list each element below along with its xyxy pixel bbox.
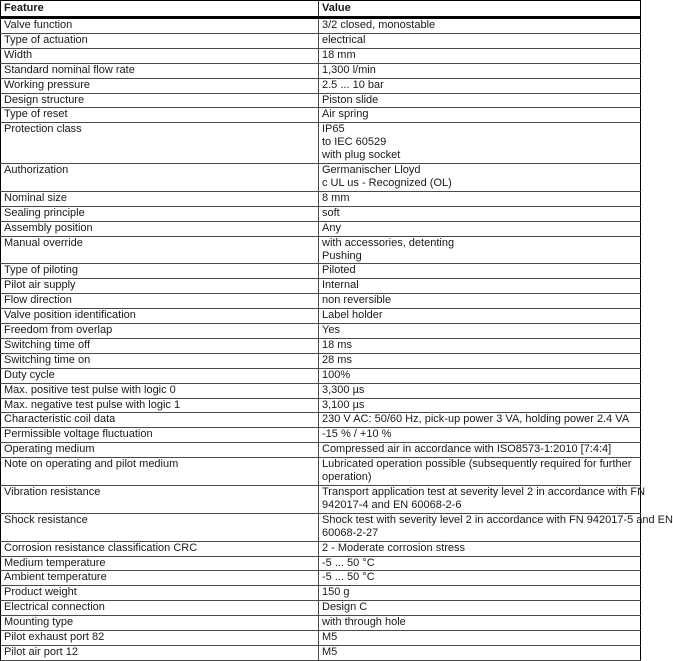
- value-line: 1,300 l/min: [322, 63, 376, 76]
- value-line: c UL us - Recognized (OL): [322, 176, 452, 189]
- table-row: [1, 324, 641, 339]
- value-line: with accessories, detenting: [322, 236, 455, 249]
- table-row: [1, 645, 641, 660]
- feature-cell: Electrical connection: [1, 601, 319, 616]
- value-cell: [319, 63, 641, 78]
- value-line: M5: [322, 631, 338, 644]
- value-line: 8 mm: [322, 191, 350, 204]
- feature-cell: Max. negative test pulse with logic 1: [1, 398, 319, 413]
- feature-cell: Assembly position: [1, 221, 319, 236]
- value-cell: [319, 164, 641, 192]
- table-row: [1, 398, 641, 413]
- table-row: [1, 586, 641, 601]
- value-line: 60068-2-27: [322, 526, 379, 539]
- table-row: [1, 571, 641, 586]
- feature-cell: Note on operating and pilot medium: [1, 458, 319, 486]
- value-cell: [319, 191, 641, 206]
- value-cell: [319, 398, 641, 413]
- value-line: Lubricated operation possible (subsequently required for further: [322, 458, 632, 471]
- spec-table-body: [1, 18, 673, 661]
- value-line: 100%: [322, 368, 351, 381]
- table-row: [1, 164, 641, 192]
- feature-cell: Valve function: [1, 18, 319, 34]
- value-line: 18 ms: [322, 338, 352, 351]
- value-line: 2.5 ... 10 bar: [322, 78, 384, 91]
- value-line: 2 - Moderate corrosion stress: [322, 541, 466, 554]
- value-line: M5: [322, 645, 338, 658]
- value-line: Any: [322, 221, 341, 234]
- value-cell: [319, 413, 641, 428]
- value-line: Internal: [322, 279, 359, 292]
- value-line: 3/2 closed, monostable: [322, 19, 436, 31]
- table-row: [1, 601, 641, 616]
- value-line: Piston slide: [322, 93, 379, 106]
- feature-cell: Type of actuation: [1, 33, 319, 48]
- table-row: [1, 294, 641, 309]
- value-cell: [319, 206, 641, 221]
- value-line: with plug socket: [322, 149, 401, 162]
- table-row: [1, 191, 641, 206]
- table-row: [1, 556, 641, 571]
- value-cell: [319, 486, 646, 514]
- value-cell: [319, 264, 641, 279]
- value-line: 28 ms: [322, 353, 352, 366]
- feature-cell: Nominal size: [1, 191, 319, 206]
- value-line: Shock test with severity level 2 in accordance with FN 942017-5 and EN: [322, 513, 673, 526]
- feature-cell: Sealing principle: [1, 206, 319, 221]
- table-row: [1, 443, 641, 458]
- feature-cell: Type of piloting: [1, 264, 319, 279]
- table-row: [1, 236, 641, 264]
- feature-cell: Authorization: [1, 164, 319, 192]
- feature-cell: Corrosion resistance classification CRC: [1, 541, 319, 556]
- feature-cell: Flow direction: [1, 294, 319, 309]
- feature-cell: Design structure: [1, 93, 319, 108]
- value-line: non reversible: [322, 294, 392, 307]
- table-row: [1, 33, 641, 48]
- value-cell: [319, 108, 641, 123]
- feature-cell: Characteristic coil data: [1, 413, 319, 428]
- value-cell: [319, 368, 641, 383]
- feature-cell: Standard nominal flow rate: [1, 63, 319, 78]
- value-line: Design C: [322, 601, 368, 614]
- feature-cell: Switching time on: [1, 353, 319, 368]
- feature-cell: Vibration resistance: [1, 486, 319, 514]
- spec-table-header: [1, 1, 641, 18]
- table-row: [1, 513, 641, 541]
- table-row: [1, 206, 641, 221]
- value-line: 230 V AC: 50/60 Hz, pick-up power 3 VA, holding power 2.4 VA: [322, 413, 630, 426]
- feature-cell: Manual override: [1, 236, 319, 264]
- header-row: [1, 1, 641, 18]
- table-row: [1, 279, 641, 294]
- value-line: with through hole: [322, 616, 406, 629]
- table-row: [1, 428, 641, 443]
- value-line: electrical: [322, 33, 366, 46]
- feature-cell: Permissible voltage fluctuation: [1, 428, 319, 443]
- value-line: 942017-4 and EN 60068-2-6: [322, 498, 462, 511]
- value-cell: [319, 123, 641, 164]
- table-row: [1, 368, 641, 383]
- feature-cell: Type of reset: [1, 108, 319, 123]
- value-line: Air spring: [322, 108, 369, 121]
- feature-cell: Pilot exhaust port 82: [1, 631, 319, 646]
- table-row: [1, 458, 641, 486]
- feature-cell: Working pressure: [1, 78, 319, 93]
- value-cell: [319, 48, 641, 63]
- table-row: [1, 221, 641, 236]
- value-cell: [319, 353, 641, 368]
- value-line: Yes: [322, 324, 340, 337]
- value-line: IP65: [322, 123, 345, 136]
- table-row: [1, 616, 641, 631]
- value-line: Transport application test at severity level 2 in accordance with FN: [322, 486, 646, 498]
- value-cell: [319, 443, 641, 458]
- value-cell: [319, 616, 641, 631]
- column-header-value: Value: [319, 1, 641, 18]
- feature-cell: Pilot air supply: [1, 279, 319, 294]
- value-cell: [319, 645, 641, 660]
- value-line: Label holder: [322, 309, 383, 322]
- value-cell: [319, 33, 641, 48]
- table-row: [1, 63, 641, 78]
- feature-cell: Operating medium: [1, 443, 319, 458]
- value-line: -15 % / +10 %: [322, 428, 392, 441]
- value-cell: [319, 18, 641, 34]
- value-cell: [319, 383, 641, 398]
- value-cell: [319, 631, 641, 646]
- table-row: [1, 631, 641, 646]
- value-cell: [319, 279, 641, 294]
- value-cell: [319, 541, 641, 556]
- value-cell: [319, 324, 641, 339]
- value-line: operation): [322, 471, 372, 484]
- value-cell: [319, 556, 641, 571]
- value-cell: [319, 78, 641, 93]
- table-row: [1, 541, 641, 556]
- value-line: to IEC 60529: [322, 136, 387, 149]
- feature-cell: Switching time off: [1, 338, 319, 353]
- feature-cell: Duty cycle: [1, 368, 319, 383]
- table-row: [1, 353, 641, 368]
- value-cell: [319, 309, 641, 324]
- value-cell: [319, 601, 641, 616]
- table-row: [1, 486, 641, 514]
- feature-cell: Pilot air port 12: [1, 645, 319, 660]
- table-row: [1, 309, 641, 324]
- value-line: -5 ... 50 °C: [322, 571, 375, 584]
- value-cell: [319, 338, 641, 353]
- table-row: [1, 78, 641, 93]
- table-row: [1, 338, 641, 353]
- feature-cell: Shock resistance: [1, 513, 319, 541]
- feature-cell: Ambient temperature: [1, 571, 319, 586]
- value-cell: [319, 236, 641, 264]
- value-cell: [319, 571, 641, 586]
- value-cell: [319, 513, 673, 541]
- value-line: Piloted: [322, 264, 356, 277]
- value-line: soft: [322, 206, 340, 219]
- feature-cell: Max. positive test pulse with logic 0: [1, 383, 319, 398]
- table-row: [1, 48, 641, 63]
- feature-cell: Medium temperature: [1, 556, 319, 571]
- value-line: Compressed air in accordance with ISO8573-1:2010 [7:4:4]: [322, 443, 612, 456]
- value-line: 3,300 µs: [322, 383, 365, 396]
- table-row: [1, 383, 641, 398]
- table-row: [1, 413, 641, 428]
- table-row: [1, 93, 641, 108]
- value-line: 18 mm: [322, 48, 356, 61]
- value-cell: [319, 294, 641, 309]
- feature-cell: Protection class: [1, 123, 319, 164]
- feature-cell: Width: [1, 48, 319, 63]
- value-cell: [319, 458, 641, 486]
- value-cell: [319, 221, 641, 236]
- feature-cell: Mounting type: [1, 616, 319, 631]
- value-line: 150 g: [322, 586, 350, 599]
- value-line: 3,100 µs: [322, 398, 365, 411]
- value-cell: [319, 586, 641, 601]
- value-line: Pushing: [322, 249, 362, 262]
- value-cell: [319, 428, 641, 443]
- value-cell: [319, 93, 641, 108]
- value-line: Germanischer Lloyd: [322, 164, 421, 177]
- table-row: [1, 108, 641, 123]
- feature-cell: Freedom from overlap: [1, 324, 319, 339]
- feature-cell: Product weight: [1, 586, 319, 601]
- table-row: [1, 18, 641, 34]
- column-header-feature: Feature: [1, 1, 319, 18]
- value-line: -5 ... 50 °C: [322, 556, 375, 569]
- table-row: [1, 264, 641, 279]
- feature-cell: Valve position identification: [1, 309, 319, 324]
- table-row: [1, 123, 641, 164]
